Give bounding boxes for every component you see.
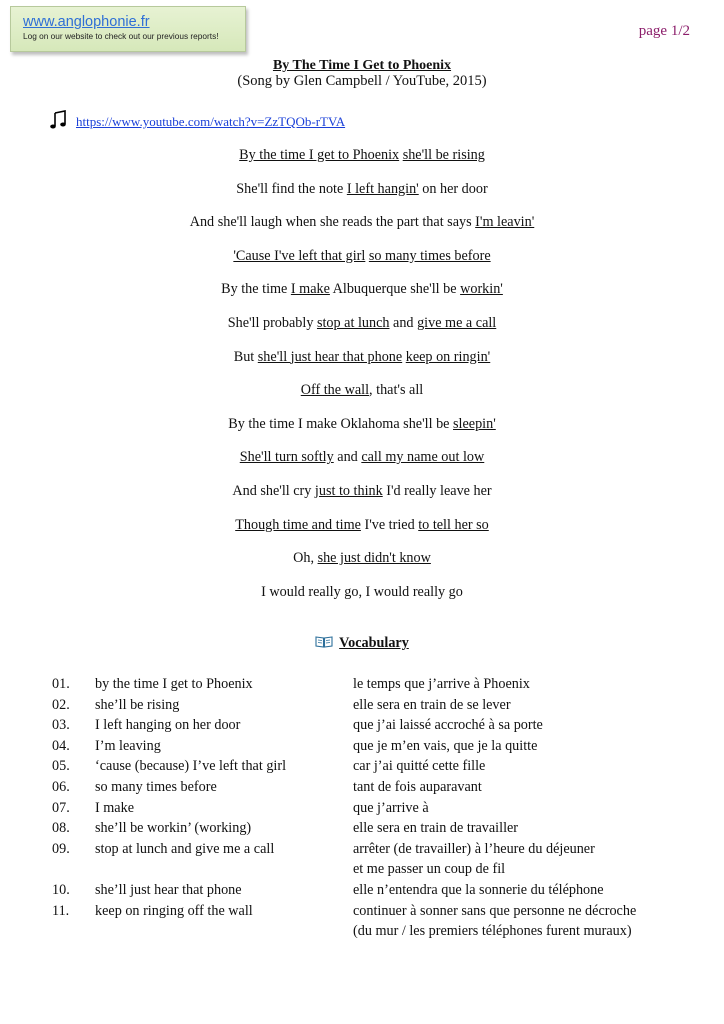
vocab-french: que j’ai laissé accroché à sa porte <box>353 717 543 734</box>
vocabulary-row <box>0 819 724 839</box>
lyric-line <box>0 213 724 231</box>
lyric-line <box>0 247 724 265</box>
lyric-text: , that's all <box>369 382 424 399</box>
lyric-text: Oh, <box>293 550 318 567</box>
vocab-french: elle sera en train de se lever <box>353 696 511 713</box>
lyric-phrase-underlined: keep on ringin' <box>405 348 491 365</box>
site-banner[interactable] <box>10 6 246 52</box>
lyric-phrase-underlined: to tell her so <box>418 516 489 533</box>
vocabulary-label: Vocabulary <box>339 635 409 651</box>
vocab-french: et me passer un coup de fil <box>353 861 506 878</box>
lyric-phrase-underlined: I'm leavin' <box>475 214 535 231</box>
lyric-phrase-underlined: call my name out low <box>361 449 485 466</box>
lyric-line <box>0 482 724 500</box>
lyric-text: I'd really leave her <box>382 483 492 499</box>
vocab-french: car j’ai quitté cette fille <box>353 758 486 775</box>
vocab-number: 05. <box>52 758 70 775</box>
vocab-french: que je m’en vais, que je la quitte <box>353 737 538 754</box>
vocab-number: 08. <box>52 820 70 837</box>
lyric-text: and <box>333 449 362 466</box>
vocab-english: keep on ringing off the wall <box>95 902 253 919</box>
vocab-french: (du mur / les premiers téléphones furent muraux) <box>353 923 632 940</box>
vocab-english: by the time I get to Phoenix <box>95 676 253 692</box>
lyric-phrase-underlined: she'll just hear that phone <box>257 348 403 365</box>
vocab-english: I make <box>95 799 134 816</box>
lyric-line <box>0 549 724 567</box>
vocabulary-row <box>0 860 724 880</box>
lyric-line <box>0 146 724 164</box>
vocabulary-row <box>0 696 724 716</box>
lyric-phrase-underlined: just to think <box>314 483 383 499</box>
vocab-english: she’ll be rising <box>95 696 180 713</box>
lyric-text: By the time I make Oklahoma she'll be <box>228 415 454 432</box>
lyric-phrase-underlined: 'Cause I've left that girl <box>233 247 366 264</box>
vocab-english: I left hanging on her door <box>95 717 241 734</box>
vocab-french: elle sera en train de travailler <box>353 820 519 837</box>
vocabulary-row <box>0 922 724 942</box>
lyric-line <box>0 280 724 298</box>
lyric-line <box>0 415 724 433</box>
vocabulary-row <box>0 737 724 757</box>
lyric-text: She'll find the note <box>236 180 347 197</box>
lyric-text: And she'll laugh when she reads the part that says <box>189 214 476 231</box>
vocabulary-row <box>0 881 724 901</box>
vocab-english: she’ll be workin’ (working) <box>95 820 252 837</box>
vocab-number: 04. <box>52 737 70 754</box>
lyric-line <box>0 381 724 399</box>
vocabulary-row <box>0 778 724 798</box>
lyric-text: But <box>233 348 258 365</box>
vocab-french: que j’arrive à <box>353 799 429 816</box>
song-subtitle: (Song by Glen Campbell / YouTube, 2015) <box>237 73 487 89</box>
vocab-number: 03. <box>52 717 70 734</box>
lyric-text: on her door <box>418 180 488 197</box>
lyric-line <box>0 448 724 466</box>
book-icon <box>315 636 333 648</box>
vocab-french: le temps que j’arrive à Phoenix <box>353 676 530 692</box>
vocab-french: tant de fois auparavant <box>353 779 482 795</box>
vocabulary-row <box>0 902 724 922</box>
vocabulary-row <box>0 675 724 695</box>
lyric-line <box>0 348 724 366</box>
vocab-number: 07. <box>52 799 70 816</box>
lyric-line <box>0 516 724 534</box>
lyric-phrase-underlined: I left hangin' <box>346 180 419 197</box>
vocab-english: so many times before <box>95 779 217 795</box>
site-url-link[interactable]: www.anglophonie.fr <box>23 14 150 30</box>
vocab-number: 06. <box>52 779 70 795</box>
lyric-phrase-underlined: give me a call <box>417 315 497 331</box>
lyric-text: and <box>389 315 418 331</box>
lyric-line <box>0 583 724 601</box>
lyric-phrase-underlined: She'll turn softly <box>239 449 334 466</box>
vocab-number: 01. <box>52 676 70 692</box>
vocab-french: arrêter (de travailler) à l’heure du déjeuner <box>353 840 595 857</box>
vocabulary-row <box>0 840 724 860</box>
vocab-english: she’ll just hear that phone <box>95 882 242 898</box>
lyric-phrase-underlined: she just didn't know <box>317 550 431 567</box>
vocabulary-heading <box>0 635 724 652</box>
lyric-phrase-underlined: she'll be rising <box>402 147 485 163</box>
vocab-french: continuer à sonner sans que personne ne décroche <box>353 902 637 919</box>
lyric-text: I've tried <box>360 516 419 533</box>
song-title: By The Time I Get to Phoenix <box>272 58 452 73</box>
lyric-text: And she'll cry <box>232 483 315 499</box>
lyric-text: I would really go, I would really go <box>261 583 463 600</box>
lyric-line <box>0 180 724 198</box>
vocab-english: stop at lunch and give me a call <box>95 840 275 857</box>
lyric-phrase-underlined: workin' <box>460 281 503 298</box>
lyric-phrase-underlined: By the time I get to Phoenix <box>239 147 400 163</box>
youtube-link[interactable]: https://www.youtube.com/watch?v=ZzTQOb-rTVA <box>76 114 346 129</box>
vocabulary-row <box>0 757 724 777</box>
lyric-text: She'll probably <box>227 315 317 331</box>
lyric-text: Albuquerque she'll be <box>329 281 461 298</box>
vocab-number: 02. <box>52 696 70 713</box>
lyric-text: By the time <box>221 281 291 298</box>
lyric-phrase-underlined: I make <box>290 281 330 298</box>
music-note-icon <box>50 110 66 130</box>
lyric-phrase-underlined: stop at lunch <box>316 315 390 331</box>
lyric-line <box>0 314 724 332</box>
lyric-phrase-underlined: sleepin' <box>453 415 496 432</box>
lyric-phrase-underlined: so many times before <box>368 247 491 264</box>
vocab-number: 10. <box>52 882 70 898</box>
vocab-number: 11. <box>52 902 70 919</box>
lyric-phrase-underlined: Off the wall <box>300 382 370 399</box>
vocab-french: elle n’entendra que la sonnerie du téléphone <box>353 882 604 898</box>
page-number: page 1/2 <box>638 23 690 39</box>
vocabulary-row <box>0 716 724 736</box>
lyric-phrase-underlined: Though time and time <box>235 516 361 533</box>
site-tagline: Log on our website to check out our previous reports! <box>23 31 219 41</box>
vocab-english: ‘cause (because) I’ve left that girl <box>95 758 287 775</box>
vocab-number: 09. <box>52 840 70 857</box>
vocab-english: I’m leaving <box>95 737 161 754</box>
vocabulary-row <box>0 799 724 819</box>
